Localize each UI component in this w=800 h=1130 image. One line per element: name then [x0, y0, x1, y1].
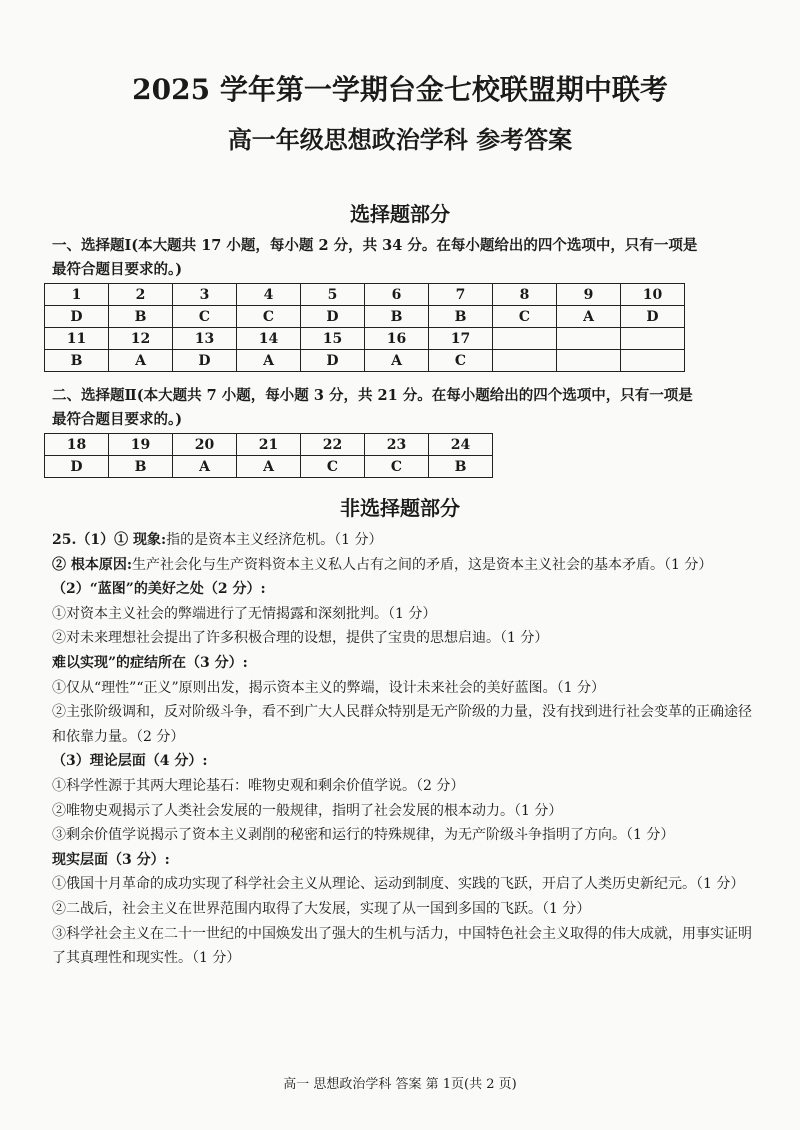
question-number: 17 — [429, 328, 493, 350]
q25-cause-text: 生产社会化与生产资料资本主义私人占有之间的矛盾，这是资本主义社会的基本矛盾。（1 分） — [132, 556, 713, 573]
page-footer: 高一 思想政治学科 答案 第 1页(共 2 页) — [283, 1077, 517, 1092]
question-number: 20 — [173, 434, 237, 456]
q25-line: ②主张阶级调和，反对阶级斗争，看不到广大人民群众特别是无产阶级的力量，没有找到进行社会变革的正确途径和依靠力量。（2 分） — [52, 704, 752, 745]
part2-heading-line2: 最符合题目要求的。) — [52, 411, 183, 428]
part2-heading — [52, 384, 752, 432]
exam-title: 2025 学年第一学期台金七校联盟期中联考 — [132, 73, 668, 106]
answer-cell: C — [301, 456, 365, 478]
question-number: 5 — [301, 284, 365, 306]
answer-cell: D — [45, 456, 109, 478]
answer-cell: B — [429, 456, 493, 478]
answer-cell: B — [109, 456, 173, 478]
q25-line: ②对未来理想社会提出了许多积极合理的设想，提供了宝贵的思想启迪。（1 分） — [52, 630, 549, 647]
q25-line: ①仅从“理性”“正义”原则出发，揭示资本主义的弊端，设计未来社会的美好蓝图。（1 分） — [52, 679, 605, 696]
q25-subheading: 难以实现”的症结所在（3 分）: — [52, 654, 248, 671]
table-row — [45, 328, 685, 350]
part1-answer-table — [44, 283, 685, 372]
question-number: 8 — [493, 284, 557, 306]
q25-phenomenon-text: 指的是资本主义经济危机。（1 分） — [166, 532, 383, 548]
part1-heading — [52, 234, 752, 282]
answer-cell: A — [173, 456, 237, 478]
q25-line — [52, 553, 752, 578]
answer-cell: C — [237, 306, 301, 328]
part1-heading-line2: 最符合题目要求的。) — [52, 261, 183, 278]
question-number: 13 — [173, 328, 237, 350]
answer-cell: C — [429, 350, 493, 372]
question-number: 12 — [109, 328, 173, 350]
q25-line: ③剩余价值学说揭示了资本主义剥削的秘密和运行的特殊规律，为无产阶级斗争指明了方向。（1 分） — [52, 827, 675, 844]
question-number: 16 — [365, 328, 429, 350]
answer-cell: C — [365, 456, 429, 478]
q25-line: ①科学性源于其两大理论基石：唯物史观和剩余价值学说。（2 分） — [52, 777, 465, 794]
answer-cell: D — [301, 306, 365, 328]
q25-line: ③科学社会主义在二十一世纪的中国焕发出了强大的生机与活力，中国特色社会主义取得的伟大成就，用事实证明了其真理性和现实性。（1 分） — [52, 925, 752, 967]
q25-cause-label: ② 根本原因: — [52, 556, 133, 573]
question-number: 7 — [429, 284, 493, 306]
table-row — [45, 284, 685, 306]
question-number: 6 — [365, 284, 429, 306]
empty-cell — [557, 328, 621, 350]
question-number: 1 — [45, 284, 109, 306]
answer-cell: B — [109, 306, 173, 328]
question-number: 21 — [237, 434, 301, 456]
answer-cell: B — [429, 306, 493, 328]
q25-line: ①对资本主义社会的弊端进行了无情揭露和深刻批判。（1 分） — [52, 605, 437, 622]
question-number: 24 — [429, 434, 493, 456]
answer-cell: C — [493, 306, 557, 328]
table-row — [45, 306, 685, 328]
question-number: 4 — [237, 284, 301, 306]
answer-cell: D — [301, 350, 365, 372]
question-number: 23 — [365, 434, 429, 456]
question-number: 14 — [237, 328, 301, 350]
answer-cell: C — [173, 306, 237, 328]
empty-cell — [493, 328, 557, 350]
question-number: 10 — [621, 284, 685, 306]
exam-subtitle: 高一年级思想政治学科 参考答案 — [227, 125, 573, 154]
answer-cell: D — [173, 350, 237, 372]
question-number: 2 — [109, 284, 173, 306]
table-row — [45, 434, 493, 456]
answer-cell: A — [237, 456, 301, 478]
q25-line: ①俄国十月革命的成功实现了科学社会主义从理论、运动到制度、实践的飞跃，开启了人类历史新纪元。（1 分） — [52, 876, 745, 893]
section-nonchoice-heading: 非选择题部分 — [340, 496, 460, 520]
q25-subheading: （2）“蓝图”的美好之处（2 分）: — [52, 581, 266, 598]
answer-cell: D — [45, 306, 109, 328]
question-number: 3 — [173, 284, 237, 306]
empty-cell — [621, 328, 685, 350]
part1-heading-line1: 一、选择题Ⅰ(本大题共 17 小题，每小题 2 分，共 34 分。在每小题给出的四个选项中，只有一项是 — [52, 237, 698, 254]
empty-cell — [621, 350, 685, 372]
question-number: 18 — [45, 434, 109, 456]
answer-cell: A — [237, 350, 301, 372]
part2-answer-table — [44, 433, 493, 478]
table-row — [45, 456, 493, 478]
answer-cell: A — [557, 306, 621, 328]
section-choice-heading: 选择题部分 — [350, 202, 450, 226]
answer-cell: A — [365, 350, 429, 372]
question-25-answer — [52, 528, 752, 971]
question-number: 19 — [109, 434, 173, 456]
empty-cell — [493, 350, 557, 372]
q25-subheading: 现实层面（3 分）: — [52, 851, 170, 868]
q25-line: ②唯物史观揭示了人类社会发展的一般规律，指明了社会发展的根本动力。（1 分） — [52, 802, 563, 819]
question-number: 15 — [301, 328, 365, 350]
question-number: 9 — [557, 284, 621, 306]
q25-line: ②二战后，社会主义在世界范围内取得了大发展，实现了从一国到多国的飞跃。（1 分） — [52, 900, 591, 917]
answer-cell: B — [45, 350, 109, 372]
empty-cell — [557, 350, 621, 372]
table-row — [45, 350, 685, 372]
answer-cell: B — [365, 306, 429, 328]
q25-phenomenon-label: 25.（1）① 现象: — [52, 532, 167, 548]
question-number: 22 — [301, 434, 365, 456]
q25-line — [52, 528, 752, 553]
q25-subheading: （3）理论层面（4 分）: — [52, 753, 208, 770]
question-number: 11 — [45, 328, 109, 350]
part2-heading-line1: 二、选择题Ⅱ(本大题共 7 小题，每小题 3 分，共 21 分。在每小题给出的四个选项中，只有一项是 — [52, 387, 693, 404]
answer-cell: A — [109, 350, 173, 372]
answer-cell: D — [621, 306, 685, 328]
